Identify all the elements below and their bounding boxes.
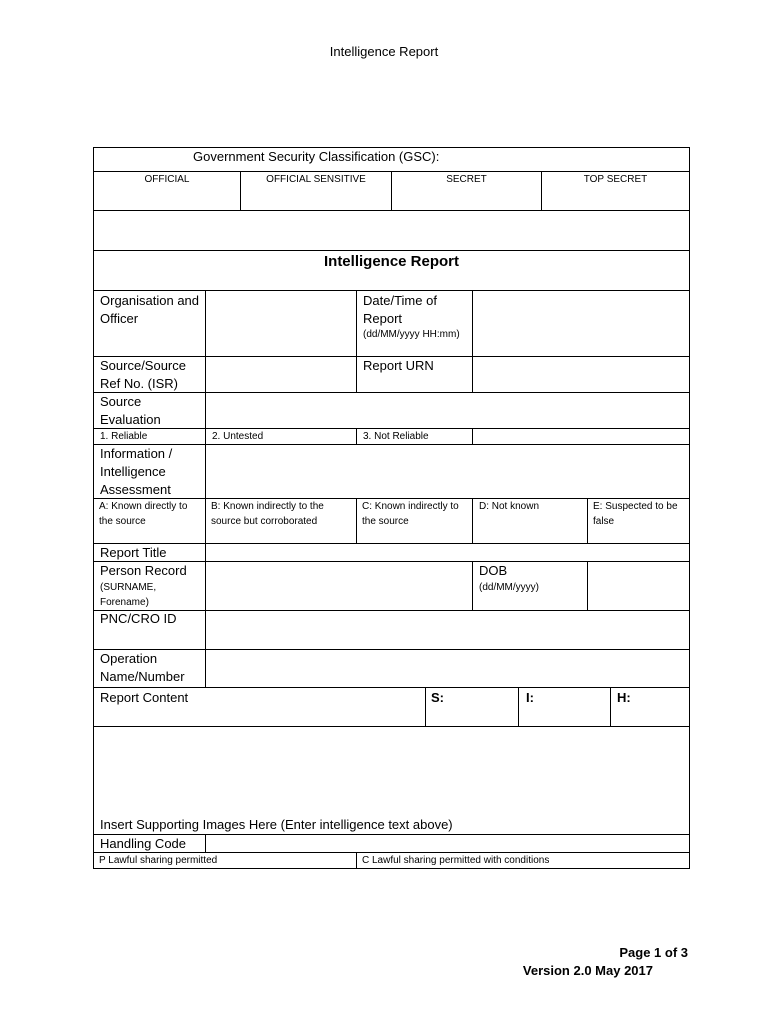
source-input[interactable]: [205, 356, 357, 393]
h-grade-label: H:: [617, 690, 631, 705]
person-label: Person Record: [100, 563, 187, 578]
pnc-input[interactable]: [205, 610, 690, 650]
pnc-label: PNC/CRO ID: [100, 611, 177, 626]
page-number: Page 1 of 3: [619, 945, 688, 960]
person-input[interactable]: [205, 561, 473, 611]
gsc-option-label: SECRET: [446, 174, 487, 185]
dob-label: DOB: [479, 563, 508, 578]
handling-label: Handling Code: [100, 836, 187, 851]
urn-input[interactable]: [472, 356, 690, 393]
eval-option-label: 3. Not Reliable: [363, 431, 429, 442]
assessment-label: Information / Intelligence Assessment: [100, 446, 173, 497]
date-label: Date/Time of Report: [363, 293, 437, 326]
report-title-input[interactable]: [205, 543, 690, 562]
operation-input[interactable]: [205, 649, 690, 688]
dob-format-hint: (dd/MM/yyyy): [479, 582, 539, 593]
version-label: Version 2.0 May 2017: [522, 963, 653, 978]
images-instruction: Insert Supporting Images Here (Enter intelligence text above): [100, 817, 453, 832]
date-format-hint: (dd/MM/yyyy HH:mm): [363, 329, 460, 340]
gsc-option-label: OFFICIAL: [144, 174, 190, 185]
urn-label: Report URN: [363, 358, 434, 373]
assessment-option-label: A: Known directly to the source: [99, 501, 188, 527]
date-input[interactable]: [472, 290, 690, 357]
gsc-option-label: OFFICIAL SENSITIVE: [266, 174, 366, 185]
report-form-title: Intelligence Report: [323, 253, 460, 270]
source-label: Source/Source Ref No. (ISR): [100, 358, 186, 391]
content-label: Report Content: [100, 690, 189, 705]
i-grade-label: I:: [526, 690, 534, 705]
eval-option-blank[interactable]: [472, 428, 690, 445]
org-input[interactable]: [205, 290, 357, 357]
assessment-option-label: E: Suspected to be false: [593, 501, 678, 527]
eval-input[interactable]: [205, 392, 690, 429]
assessment-option-label: C: Known indirectly to the source: [362, 501, 459, 527]
assessment-input[interactable]: [205, 444, 690, 499]
eval-label: Source Evaluation: [100, 394, 161, 427]
eval-option-label: 1. Reliable: [100, 431, 148, 442]
dob-input[interactable]: [587, 561, 690, 611]
person-format-hint: (SURNAME, Forename): [100, 582, 157, 608]
assessment-option-label: B: Known indirectly to the source but corroborated: [211, 501, 324, 527]
handling-option-label: C Lawful sharing permitted with conditions: [362, 855, 550, 866]
handling-option-label: P Lawful sharing permitted: [99, 855, 218, 866]
operation-label: Operation Name/Number: [100, 651, 185, 684]
org-label: Organisation and Officer: [100, 293, 200, 326]
gsc-title: Government Security Classification (GSC):: [193, 149, 440, 164]
report-title-label: Report Title: [100, 545, 167, 560]
handling-input[interactable]: [205, 834, 690, 853]
s-grade-label: S:: [431, 690, 444, 705]
page-header: Intelligence Report: [329, 44, 439, 59]
assessment-option-label: D: Not known: [479, 501, 540, 512]
gsc-blank-row[interactable]: [93, 210, 690, 251]
gsc-option-label: TOP SECRET: [583, 174, 648, 185]
eval-option-label: 2. Untested: [212, 431, 264, 442]
